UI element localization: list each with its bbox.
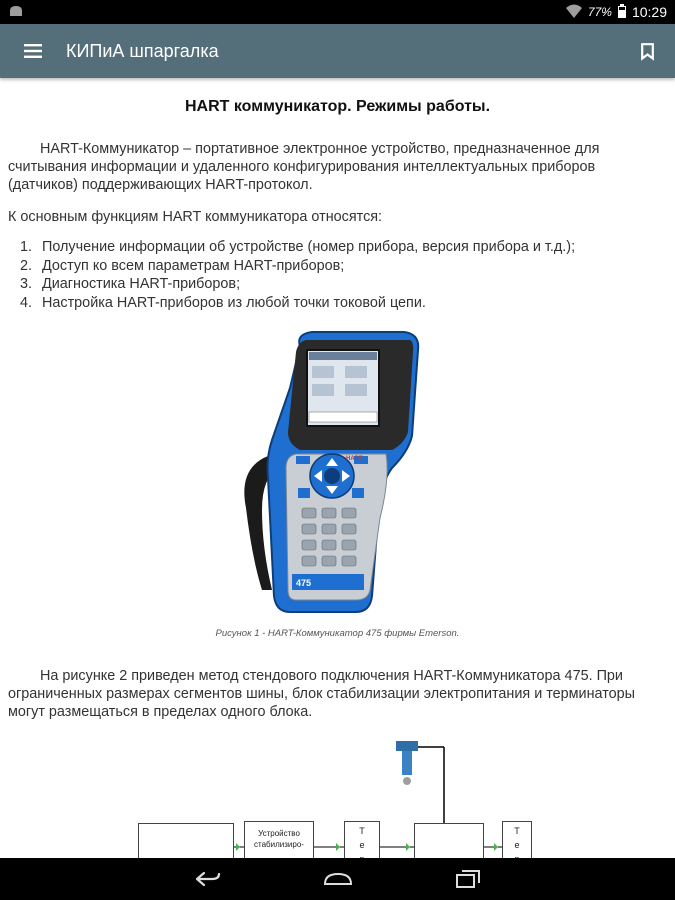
battery-icon	[618, 4, 626, 21]
figure-hart-communicator	[0, 328, 675, 628]
app-bar	[0, 24, 675, 78]
battery-percent: 77%	[587, 5, 612, 19]
connection-paragraph: На рисунке 2 приведен метод стендового подключения HART-Коммуникатора 475. При ограниченных размерах сегментов шины, блок стабилизации электропитания и терминаторы могут размещаться в пределах одного блока.	[8, 668, 636, 720]
functions-heading: К основным функциям HART коммуникатора относятся:	[8, 209, 383, 225]
bookmark-button[interactable]	[619, 24, 675, 78]
status-bar	[0, 0, 675, 24]
status-indicators	[566, 4, 667, 21]
clock: 10:29	[631, 4, 667, 20]
stabilizer-block: Устройство стабилизиро-	[244, 821, 314, 881]
hart-communicator-image	[0, 328, 675, 628]
menu-button[interactable]	[0, 24, 66, 78]
device-brand-label: HART	[346, 456, 363, 462]
list-item: 3. Диагностика HART-приборов;	[20, 276, 241, 292]
home-button[interactable]	[318, 864, 358, 894]
home-icon	[321, 870, 355, 888]
app-title: КИПиА шпаргалка	[66, 40, 219, 61]
functions-list	[0, 238, 675, 312]
bookmark-icon	[641, 43, 654, 60]
recents-icon	[455, 869, 481, 889]
back-button[interactable]	[188, 864, 228, 894]
connection-diagram	[0, 735, 675, 875]
back-icon	[194, 871, 222, 887]
recents-button[interactable]	[448, 864, 488, 894]
article-content[interactable]	[0, 78, 675, 858]
terminator-block-2: Т е	[502, 821, 532, 881]
device-model-label: 475	[296, 578, 312, 588]
article-title: HART коммуникатор. Режимы работы.	[184, 98, 491, 115]
android-notification-icon	[8, 5, 24, 20]
terminator-block-1: Т е	[344, 821, 380, 881]
figure-caption: Рисунок 1 - HART-Коммуникатор 475 фирмы Emerson.	[215, 628, 460, 639]
diagram-wiring	[0, 735, 675, 875]
system-nav-bar	[0, 858, 675, 900]
list-item: 2. Доступ ко всем параметрам HART-приборов;	[20, 257, 345, 274]
list-item: 4. Настройка HART-приборов из любой точки токовой цепи.	[20, 294, 426, 311]
list-item: 1. Получение информации об устройстве (номер прибора, версия прибора и т.д.);	[20, 239, 576, 255]
hamburger-icon	[24, 44, 42, 58]
intro-paragraph: HART-Коммуникатор – портативное электронное устройство, предназначенное для считывания информации и удаленного конфигурирования интеллектуальных приборов (датчиков) поддерживающих HART-протокол.	[8, 141, 600, 193]
wifi-icon	[566, 4, 582, 21]
